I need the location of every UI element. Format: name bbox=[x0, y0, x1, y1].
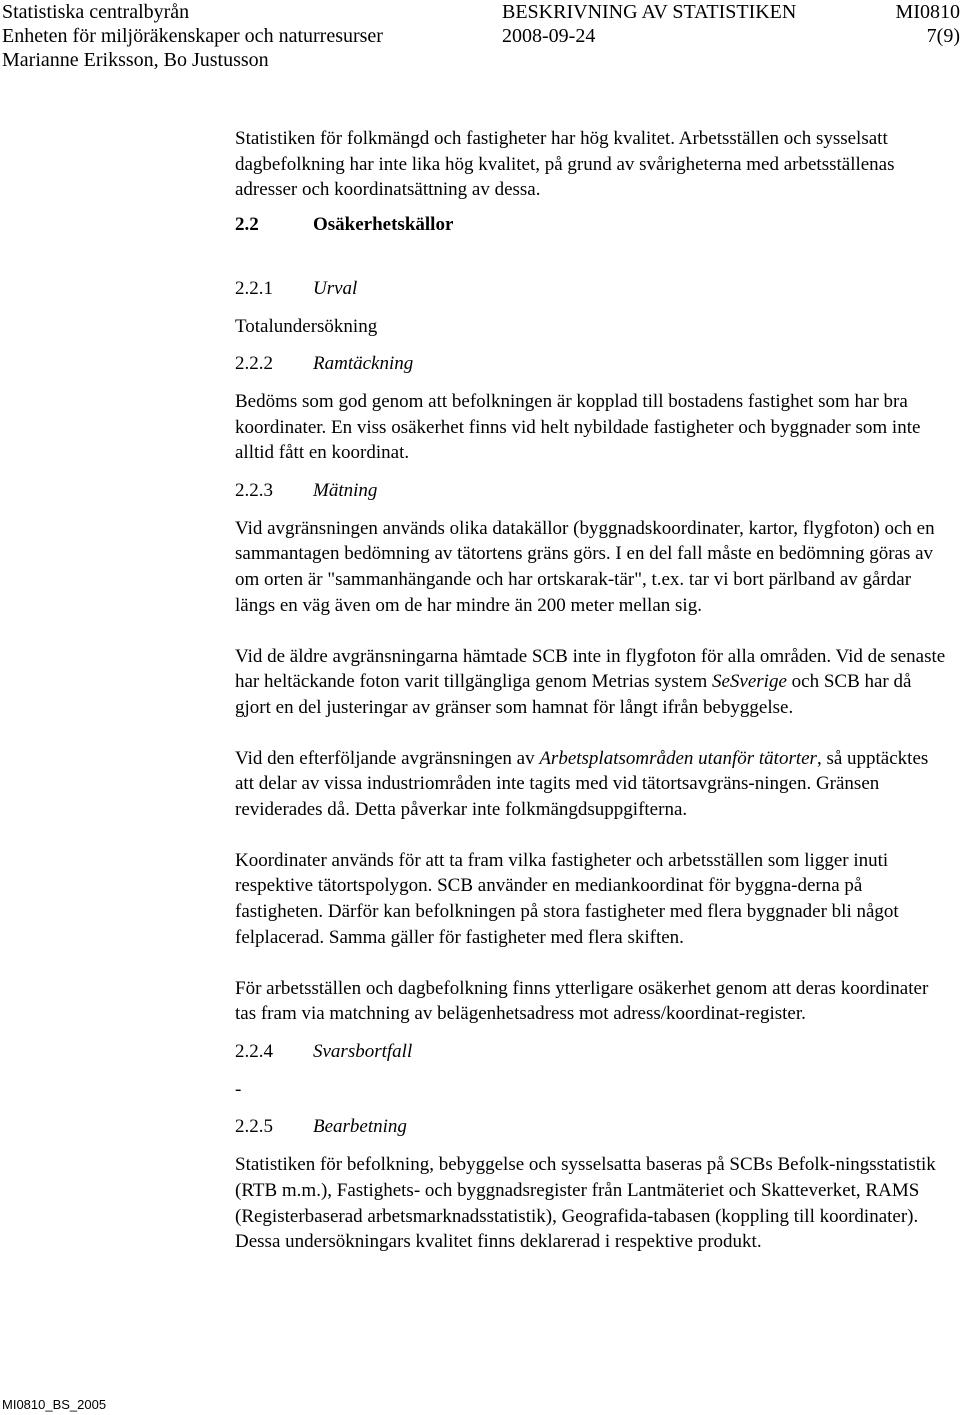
section-heading-2-2-4 bbox=[235, 1039, 950, 1065]
section-title: Ramtäckning bbox=[313, 353, 414, 375]
text-run: Vid de äldre avgränsningarna hämtade SCB inte in flygfoton för alla områden. Vid de senaste har heltäckande foton varit tillgängliga genom Metrias system bbox=[235, 645, 946, 693]
text-run: Vid den efterföljande avgränsningen av bbox=[235, 747, 540, 769]
section-heading-2-2 bbox=[235, 212, 950, 238]
document-body bbox=[235, 126, 950, 1255]
header-date: 2008-09-24 bbox=[502, 25, 596, 47]
section-title: Mätning bbox=[313, 480, 378, 502]
section-heading-2-2-5 bbox=[235, 1114, 950, 1140]
section-2-2-3-paragraph-2 bbox=[235, 644, 950, 721]
intro-paragraph: Statistiken för folkmängd och fastigheter har hög kvalitet. Arbetsställen och sysselsatt dagbefolkning har inte lika hög kvalitet, på grund av svårigheterna med arbetsställenas adresser och koordinatsättning av dessa. bbox=[235, 128, 895, 201]
footer-document-code: MI0810_BS_2005 bbox=[2, 1397, 107, 1412]
section-number: 2.2.1 bbox=[235, 277, 273, 299]
header-org: Statistiska centralbyrån bbox=[2, 1, 190, 23]
section-heading-2-2-3 bbox=[235, 478, 950, 504]
section-number: 2.2.2 bbox=[235, 353, 273, 375]
section-2-2-2-text: Bedöms som god genom att befolkningen är kopplad till bostadens fastighet som har bra koordinater. En viss osäkerhet finns vid helt nybildade fastigheter och byggnader som inte alltid fått en koordinat. bbox=[235, 390, 921, 464]
section-2-2-3-paragraph-1: Vid avgränsningen används olika datakällor (byggnadskoordinater, kartor, flygfoton) och en sammantagen bedömning av tätortens gräns görs. I en del fall måste en bedömning göras av om orten är "sammanhängande och har ortskarak-tär", t.ex. tar vi bort pärlband av gårdar längs en väg även om de har mindre än 200 meter mellan sig. bbox=[235, 517, 935, 616]
italic-term: Arbetsplatsområden utanför tätorter bbox=[539, 747, 817, 769]
section-number: 2.2 bbox=[235, 214, 259, 236]
header-code: MI0810 bbox=[895, 1, 960, 23]
text-run: och SCB har då gjort en del justeringar av gränser som hamnat för långt ifrån bebyggelse. bbox=[235, 671, 912, 718]
section-title: Osäkerhetskällor bbox=[313, 214, 454, 236]
section-2-2-4-text: - bbox=[235, 1078, 242, 1100]
section-number: 2.2.5 bbox=[235, 1116, 273, 1138]
header-doc-type: BESKRIVNING AV STATISTIKEN bbox=[502, 1, 797, 23]
section-2-2-3-paragraph-5: För arbetsställen och dagbefolkning finns ytterligare osäkerhet genom att deras koordinater tas fram via matchning av belägenhetsadress mot adress/koordinat-register. bbox=[235, 977, 929, 1025]
section-number: 2.2.3 bbox=[235, 480, 273, 502]
section-2-2-1-text: Totalundersökning bbox=[235, 315, 378, 337]
section-heading-2-2-2 bbox=[235, 351, 950, 377]
text-run: , så upptäcktes att delar av vissa industriområden inte tagits med vid tätortsavgräns-ningen. Gränsen reviderades då. Detta påverkar inte folkmängdsuppgifterna. bbox=[235, 747, 929, 821]
section-title: Urval bbox=[313, 277, 358, 299]
header-unit: Enheten för miljöräkenskaper och naturresurser bbox=[2, 25, 383, 47]
header-page-number: 7(9) bbox=[926, 25, 960, 47]
section-title: Bearbetning bbox=[313, 1116, 407, 1138]
section-number: 2.2.4 bbox=[235, 1040, 273, 1062]
italic-term: SeSverige bbox=[711, 671, 787, 693]
section-title: Svarsbortfall bbox=[313, 1040, 413, 1062]
header-authors: Marianne Eriksson, Bo Justusson bbox=[2, 49, 269, 71]
section-2-2-3-paragraph-3 bbox=[235, 746, 950, 823]
section-2-2-3-paragraph-4: Koordinater används för att ta fram vilka fastigheter och arbetsställen som ligger inuti respektive tätortspolygon. SCB använder en mediankoordinat för byggna-derna på fastigheten. Därför kan befolkningen på stora fastigheter med flera byggnader bli något felplacerad. Samma gäller för fastigheter med flera skiften. bbox=[235, 849, 899, 948]
section-2-2-5-text: Statistiken för befolkning, bebyggelse och sysselsatta baseras på SCBs Befolk-ningsstatistik (RTB m.m.), Fastighets- och byggnadsregister från Lantmäteriet och Skatteverket, RAMS (Registerbaserad arbetsmarknadsstatistik), Geografida-tabasen (koppling till koordinater). Dessa undersökningars kvalitet finns deklarerad i respektive produkt. bbox=[235, 1154, 936, 1253]
section-heading-2-2-1 bbox=[235, 276, 950, 302]
